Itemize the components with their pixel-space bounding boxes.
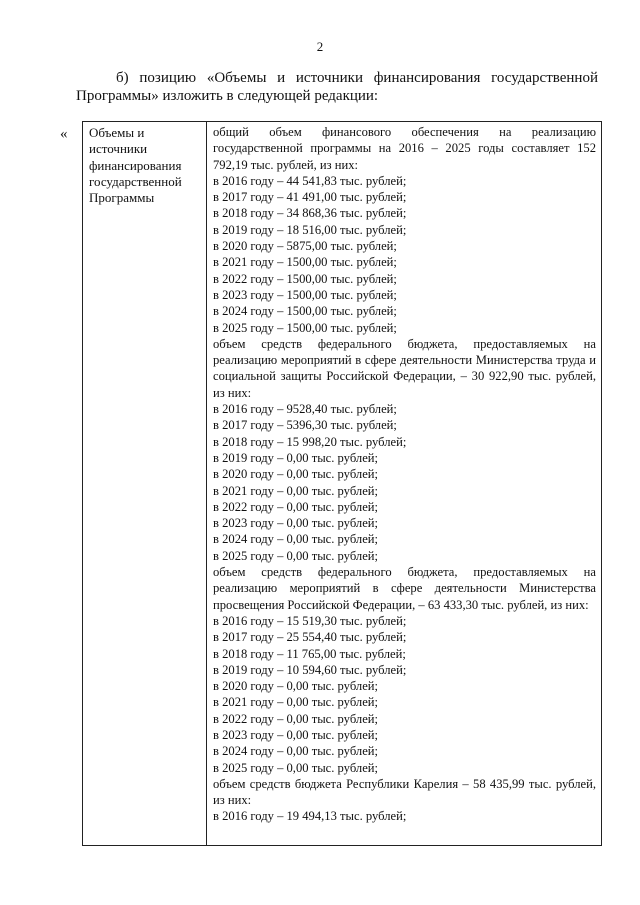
- year-line: в 2020 году – 5875,00 тыс. рублей;: [213, 239, 397, 254]
- year-line: в 2023 году – 0,00 тыс. рублей;: [213, 727, 379, 742]
- intro-paragraph: б) позицию «Объемы и источники финансирования государственной Программы» изложить в следующей редакции:: [76, 70, 598, 104]
- year-line: в 2019 году – 18 516,00 тыс. рублей;: [213, 222, 407, 237]
- year-line: в 2021 году – 0,00 тыс. рублей;: [213, 483, 379, 498]
- karelia-budget-paragraph: объем средств бюджета Республики Карелия – 58 435,99 тыс. рублей, из них:: [213, 776, 596, 808]
- year-line: в 2021 году – 1500,00 тыс. рублей;: [213, 255, 397, 270]
- year-line: в 2019 году – 0,00 тыс. рублей;: [213, 450, 379, 465]
- education-ministry-paragraph: объем средств федерального бюджета, предоставляемых на реализацию мероприятий в сфере деятельности Министерства просвещения Российской Федерации, – 63 433,30 тыс. рублей, из них:: [213, 565, 596, 612]
- year-line: в 2021 году – 0,00 тыс. рублей;: [213, 695, 379, 710]
- labor-ministry-paragraph: объем средств федерального бюджета, предоставляемых на реализацию мероприятий в сфере деятельности Министерства труда и социальной защиты Российской Федерации, – 30 922,90 тыс. рублей, из них:: [213, 336, 596, 400]
- table-label-cell: [83, 122, 207, 845]
- year-line: в 2018 году – 34 868,36 тыс. рублей;: [213, 206, 407, 221]
- year-line: в 2024 году – 0,00 тыс. рублей;: [213, 744, 379, 759]
- year-line: в 2016 году – 19 494,13 тыс. рублей;: [213, 809, 407, 824]
- financing-table: [82, 121, 602, 846]
- year-line: в 2016 году – 9528,40 тыс. рублей;: [213, 402, 397, 417]
- opening-quote-mark: «: [60, 126, 68, 142]
- page-number: 2: [316, 39, 324, 54]
- year-line: в 2022 году – 0,00 тыс. рублей;: [213, 499, 379, 514]
- year-line: в 2017 году – 25 554,40 тыс. рублей;: [213, 630, 407, 645]
- table-content-cell: [207, 122, 601, 845]
- label-line: финансирования: [89, 157, 182, 173]
- year-line: в 2025 году – 1500,00 тыс. рублей;: [213, 320, 397, 335]
- year-line: в 2024 году – 1500,00 тыс. рублей;: [213, 304, 397, 319]
- year-line: в 2016 году – 44 541,83 тыс. рублей;: [213, 173, 407, 188]
- year-line: в 2020 году – 0,00 тыс. рублей;: [213, 679, 379, 694]
- label-line: Объемы и: [89, 125, 145, 140]
- year-line: в 2025 году – 0,00 тыс. рублей;: [213, 760, 379, 775]
- year-line: в 2023 году – 1500,00 тыс. рублей;: [213, 287, 397, 302]
- year-line: в 2017 году – 5396,30 тыс. рублей;: [213, 418, 397, 433]
- year-line: в 2018 году – 15 998,20 тыс. рублей;: [213, 434, 407, 449]
- label-line: источники: [89, 141, 148, 157]
- label-line: государственной: [89, 173, 182, 189]
- year-line: в 2025 году – 0,00 тыс. рублей;: [213, 548, 379, 563]
- year-line: в 2022 году – 0,00 тыс. рублей;: [213, 711, 379, 726]
- year-line: в 2017 году – 41 491,00 тыс. рублей;: [213, 190, 407, 205]
- year-line: в 2023 году – 0,00 тыс. рублей;: [213, 516, 379, 531]
- year-line: в 2022 году – 1500,00 тыс. рублей;: [213, 271, 397, 286]
- total-funding-paragraph: общий объем финансового обеспечения на реализацию государственной программы на 2016 – 2025 годы составляет 152 792,19 тыс. рублей, из них:: [213, 125, 596, 172]
- year-line: в 2020 году – 0,00 тыс. рублей;: [213, 467, 379, 482]
- year-line: в 2018 году – 11 765,00 тыс. рублей;: [213, 646, 406, 661]
- year-line: в 2019 году – 10 594,60 тыс. рублей;: [213, 662, 407, 677]
- year-line: в 2016 году – 15 519,30 тыс. рублей;: [213, 613, 407, 628]
- label-line: Программы: [89, 190, 155, 206]
- year-line: в 2024 году – 0,00 тыс. рублей;: [213, 532, 379, 547]
